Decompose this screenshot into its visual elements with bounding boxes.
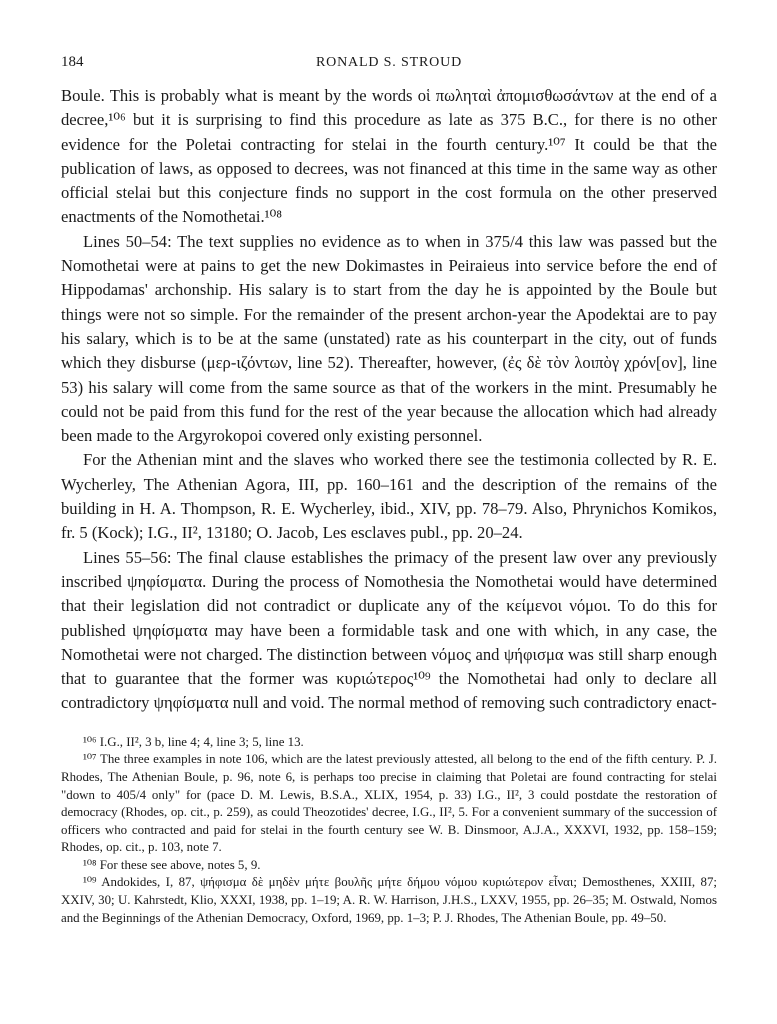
- page: [61, 54, 717, 927]
- main-text: [61, 84, 717, 716]
- running-head-author: RONALD S. STROUD: [315, 55, 463, 70]
- footnote-109: ¹⁰⁹ Andokides, I, 87, ψήφισμα δὲ μηδὲν μήτε βουλῆς μήτε δήμου νόμου κυριώτερον εἶναι; Demosthenes, XXIII, 87; XXIV, 30; U. Kahrstedt, Klio, XXXI, 1938, pp. 1–19; A. R. W. Harrison, J.H.S., LXXV, 1955, pp. 26–35; M. Ostwald, Nomos and the Beginnings of the Athenian Democracy, Oxford, 1969, pp. 1–3; P. J. Rhodes, The Athenian Boule, pp. 49–50.: [61, 875, 717, 925]
- paragraph-lines-55-56: Lines 55–56: The final clause establishes the primacy of the present law over any previously inscribed ψηφίσματα. During the process of Nomothesia the Nomothetai would have determined that their legislation did not contradict or duplicate any of the κείμενοι νόμοι. To do this for published ψηφίσματα may have been a formidable task and one with which, in any case, the Nomothetai were not charged. The distinction between νόμος and ψήφισμα was still sharp enough that to guarantee that the former was κυριώτερος¹⁰⁹ the Nomothetai had only to declare all contradictory ψηφίσματα null and void. The normal method of removing such contradictory enact-: [61, 547, 717, 713]
- footnote-106: ¹⁰⁶ I.G., II², 3 b, line 4; 4, line 3; 5, line 13.: [83, 734, 304, 749]
- running-header: [61, 54, 717, 84]
- paragraph-lines-50-54: Lines 50–54: The text supplies no evidence as to when in 375/4 this law was passed but the Nomothetai were at pains to get the new Dokimastes in Peiraieus into service before the end of Hippodamas' archonship. His salary is to start from the day he is appointed by the Boule but things were not so simple. For the remainder of the present archon-year the Apodektai are to pay his salary, which is to be at the same (unstated) rate as his counterpart in the city, out of funds which they disburse (μερ-ιζόντων, line 52). Thereafter, however, (ἐς δὲ τὸν λοιπὸγ χρόν[ον], line 53) his salary will come from the same source as that of the workers in the mint. Presumably he could not be paid from this fund for the rest of the year because the allocation which had already been made to the Argyrokopoi covered only existing personnel.: [61, 231, 717, 446]
- footnote-107: ¹⁰⁷ The three examples in note 106, which are the latest previously attested, all belong to the end of the fifth century. P. J. Rhodes, The Athenian Boule, p. 96, note 6, is perhaps too precise in claiming that Poletai are found contracting for stelai "down to 405/4 only" for (pace D. M. Lewis, B.S.A., XLIX, 1954, p. 33) I.G., II², 3 could postdate the restoration of democracy (Rhodes, op. cit., p. 259), as could Theozotides' decree, I.G., II², 5. For a convenient summary of the succession of officers who contracted and paid for stelai in the fourth century see W. B. Dinsmoor, A.J.A., XXXVI, 1932, pp. 158–159; Rhodes, op. cit., p. 103, note 7.: [61, 752, 717, 855]
- footnotes: [61, 734, 717, 928]
- paragraph-athenian-mint: For the Athenian mint and the slaves who worked there see the testimonia collected by R. E. Wycherley, The Athenian Agora, III, pp. 160–161 and the description of the remains of the building in H. A. Thompson, R. E. Wycherley, ibid., XIV, pp. 78–79. Also, Phrynichos Komikos, fr. 5 (Kock); I.G., II², 13180; O. Jacob, Les esclaves publ., pp. 20–24.: [61, 450, 717, 543]
- paragraph-boule: Boule. This is probably what is meant by the words οἱ πωληταὶ ἀπομισθωσάντων at the end of a decree,¹⁰⁶ but it is surprising to find this procedure as late as 375 B.C., for there is no other evidence for the Poletai contracting for stelai in the fourth century.¹⁰⁷ It could be that the publication of laws, as opposed to decrees, was not financed at this time in the same way as other official stelai but this conjecture finds no support in the cost formula on the other preserved enactments of the Nomothetai.¹⁰⁸: [61, 86, 717, 227]
- page-number: 184: [61, 54, 84, 70]
- footnote-108: ¹⁰⁸ For these see above, notes 5, 9.: [83, 857, 261, 872]
